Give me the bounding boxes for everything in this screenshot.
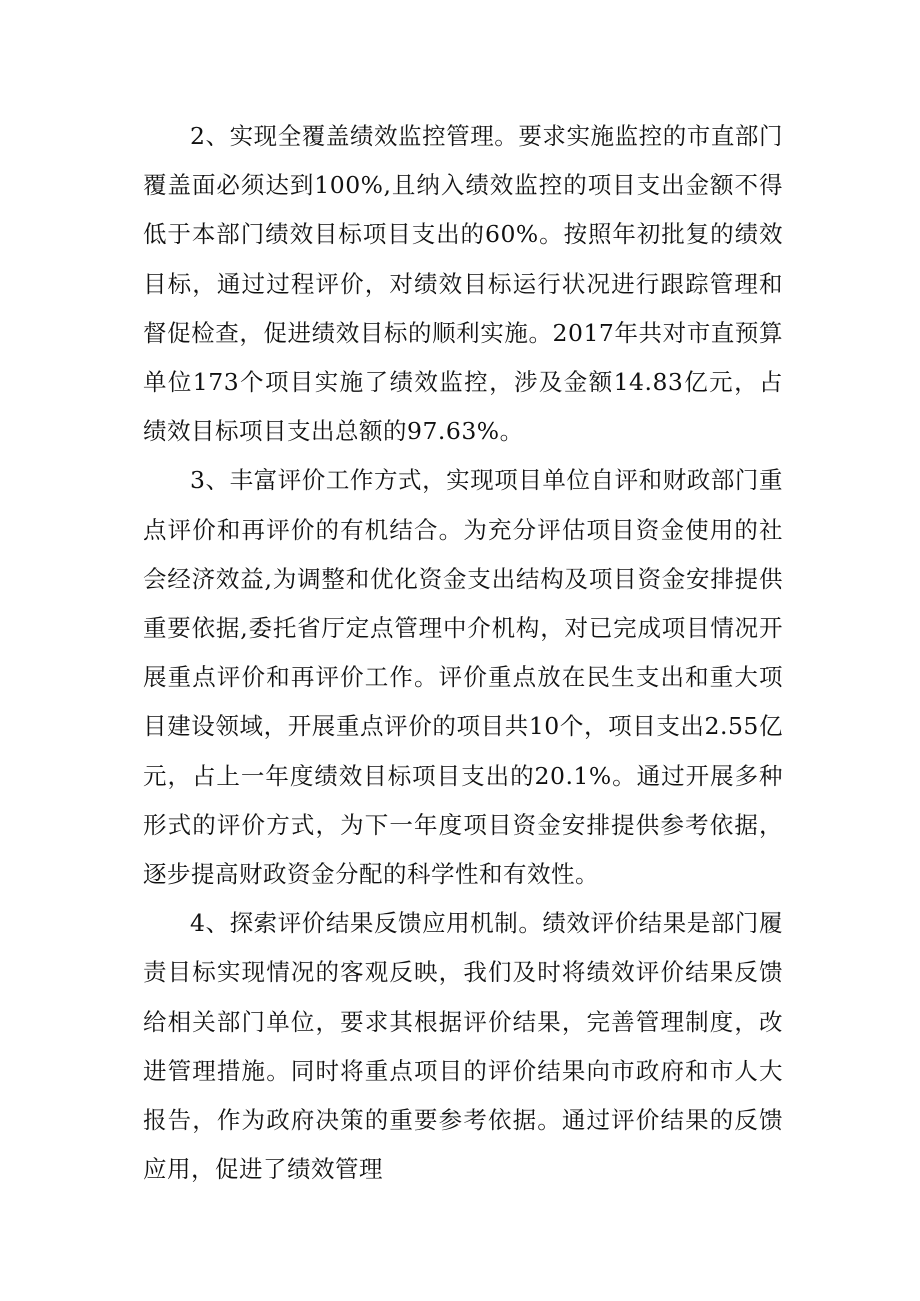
paragraph-result-feedback: 4、探索评价结果反馈应用机制。绩效评价结果是部门履责目标实现情况的客观反映，我们及时将绩效评价结果反馈给相关部门单位，要求其根据评价结果，完善管理制度，改进管理措施。同时将重点项目的评价结果向市政府和市人大报告，作为政府决策的重要参考依据。通过评价结果的反馈应用，促进了绩效管理: [143, 909, 783, 1184]
paragraph-evaluation-methods: 3、丰富评价工作方式，实现项目单位自评和财政部门重点评价和再评价的有机结合。为充分评估项目资金使用的社会经济效益,为调整和优化资金支出结构及项目资金安排提供重要依据,委托省厅定点管理中介机构，对已完成项目情况开展重点评价和再评价工作。评价重点放在民生支出和重大项目建设领域，开展重点评价的项目共10个，项目支出2.55亿元，占上一年度绩效目标项目支出的20.1%。通过开展多种形式的评价方式，为下一年度项目资金安排提供参考依据，逐步提高财政资金分配的科学性和有效性。: [143, 466, 783, 889]
paragraph-monitoring: 2、实现全覆盖绩效监控管理。要求实施监控的市直部门覆盖面必须达到100%,且纳入绩效监控的项目支出金额不得低于本部门绩效目标项目支出的60%。按照年初批复的绩效目标，通过过程评价，对绩效目标运行状况进行跟踪管理和督促检查，促进绩效目标的顺利实施。2017年共对市直预算单位173个项目实施了绩效监控，涉及金额14.83亿元，占绩效目标项目支出总额的97.63%。: [143, 122, 783, 446]
document-body: [143, 112, 783, 1194]
